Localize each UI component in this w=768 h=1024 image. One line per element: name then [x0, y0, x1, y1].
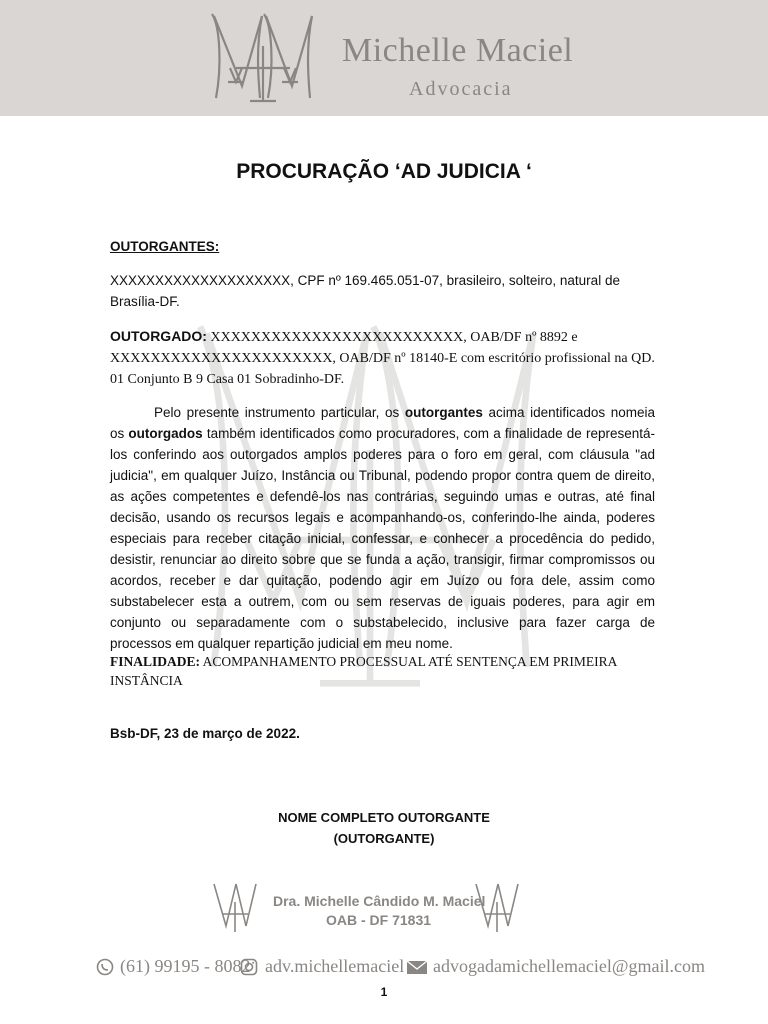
lawyer-oab: OAB - DF 71831: [326, 912, 432, 928]
body-bold-outorgantes: outorgantes: [404, 405, 483, 420]
outorgantes-text: XXXXXXXXXXXXXXXXXXXX, CPF nº 169.465.051-07, brasileiro, solteiro, natural de Brasília-DF.: [110, 273, 620, 309]
body-paragraph: [110, 402, 655, 654]
finalidade-paragraph: [110, 652, 655, 690]
signature-role: (OUTORGANTE): [333, 831, 435, 846]
body-text-2: acima identificados nomeia os: [110, 405, 655, 441]
outorgado-label: OUTORGADO:: [110, 328, 207, 344]
whatsapp-icon: [96, 958, 114, 976]
document-date: Bsb-DF, 23 de março de 2022.: [110, 726, 300, 741]
mm-monogram-scales-icon: [206, 6, 326, 106]
envelope-icon: [406, 958, 428, 976]
outorgantes-label: OUTORGANTES:: [110, 239, 220, 254]
lawyer-name: Dra. Michelle Cândido M. Maciel: [273, 893, 486, 909]
page-number: 1: [380, 985, 388, 999]
contact-phone[interactable]: (61) 99195 - 8082: [120, 956, 251, 976]
outorgado-paragraph: [110, 326, 655, 390]
contact-instagram[interactable]: adv.michellemaciel: [265, 956, 405, 976]
letterhead-band: [0, 0, 768, 116]
body-text-3: também identificados como procuradores, com a finalidade de representá-los conferindo aos outorgados amplos poderes para o foro em geral, com cláusula "ad judicia", em qualquer Juízo, Instância ou Tribunal, podendo propor contra quem de direito, as ações competentes e defendê-los nas contrárias, seguindo umas e outras, até final decisão, usando os recursos legais e acompanhando-os, conferindo-lhe ainda, poderes especiais para receber citação inicial, confessar, e conhecer a procedência do pedido, desistir, renunciar ao direito sobre que se funda a ação, transigir, firmar compromissos ou acordos, receber e dar quitação, podendo agir em Juízo ou fora dele, assim como substabelecer esta a outrem, com ou sem reservas de iguais poderes, para agir em conjunto ou separadamente com o substabelecido, inclusive para fazer carga de processos em qualquer repartição judicial em meu nome.: [110, 426, 655, 651]
body-bold-outorgados: outorgados: [128, 426, 203, 441]
firm-name: Michelle Maciel: [342, 32, 574, 69]
contact-email[interactable]: advogadamichellemaciel@gmail.com: [433, 956, 705, 976]
finalidade-label: FINALIDADE:: [110, 654, 201, 669]
signature-name: NOME COMPLETO OUTORGANTE: [278, 810, 490, 825]
firm-subtitle: Advocacia: [409, 78, 513, 100]
document-title: PROCURAÇÃO ‘AD JUDICIA ‘: [236, 160, 532, 183]
instagram-icon: [240, 958, 258, 976]
body-text-1: Pelo presente instrumento particular, os: [154, 405, 405, 420]
finalidade-text: ACOMPANHAMENTO PROCESSUAL ATÉ SENTENÇA EM PRIMEIRA INSTÂNCIA: [110, 654, 617, 688]
outorgado-text: XXXXXXXXXXXXXXXXXXXXXXXXX, OAB/DF nº 8892 e XXXXXXXXXXXXXXXXXXXXXX, OAB/DF nº 18140-E com escritório profissional na QD. 01 Conjunto B 9 Casa 01 Sobradinho-DF.: [110, 330, 655, 387]
